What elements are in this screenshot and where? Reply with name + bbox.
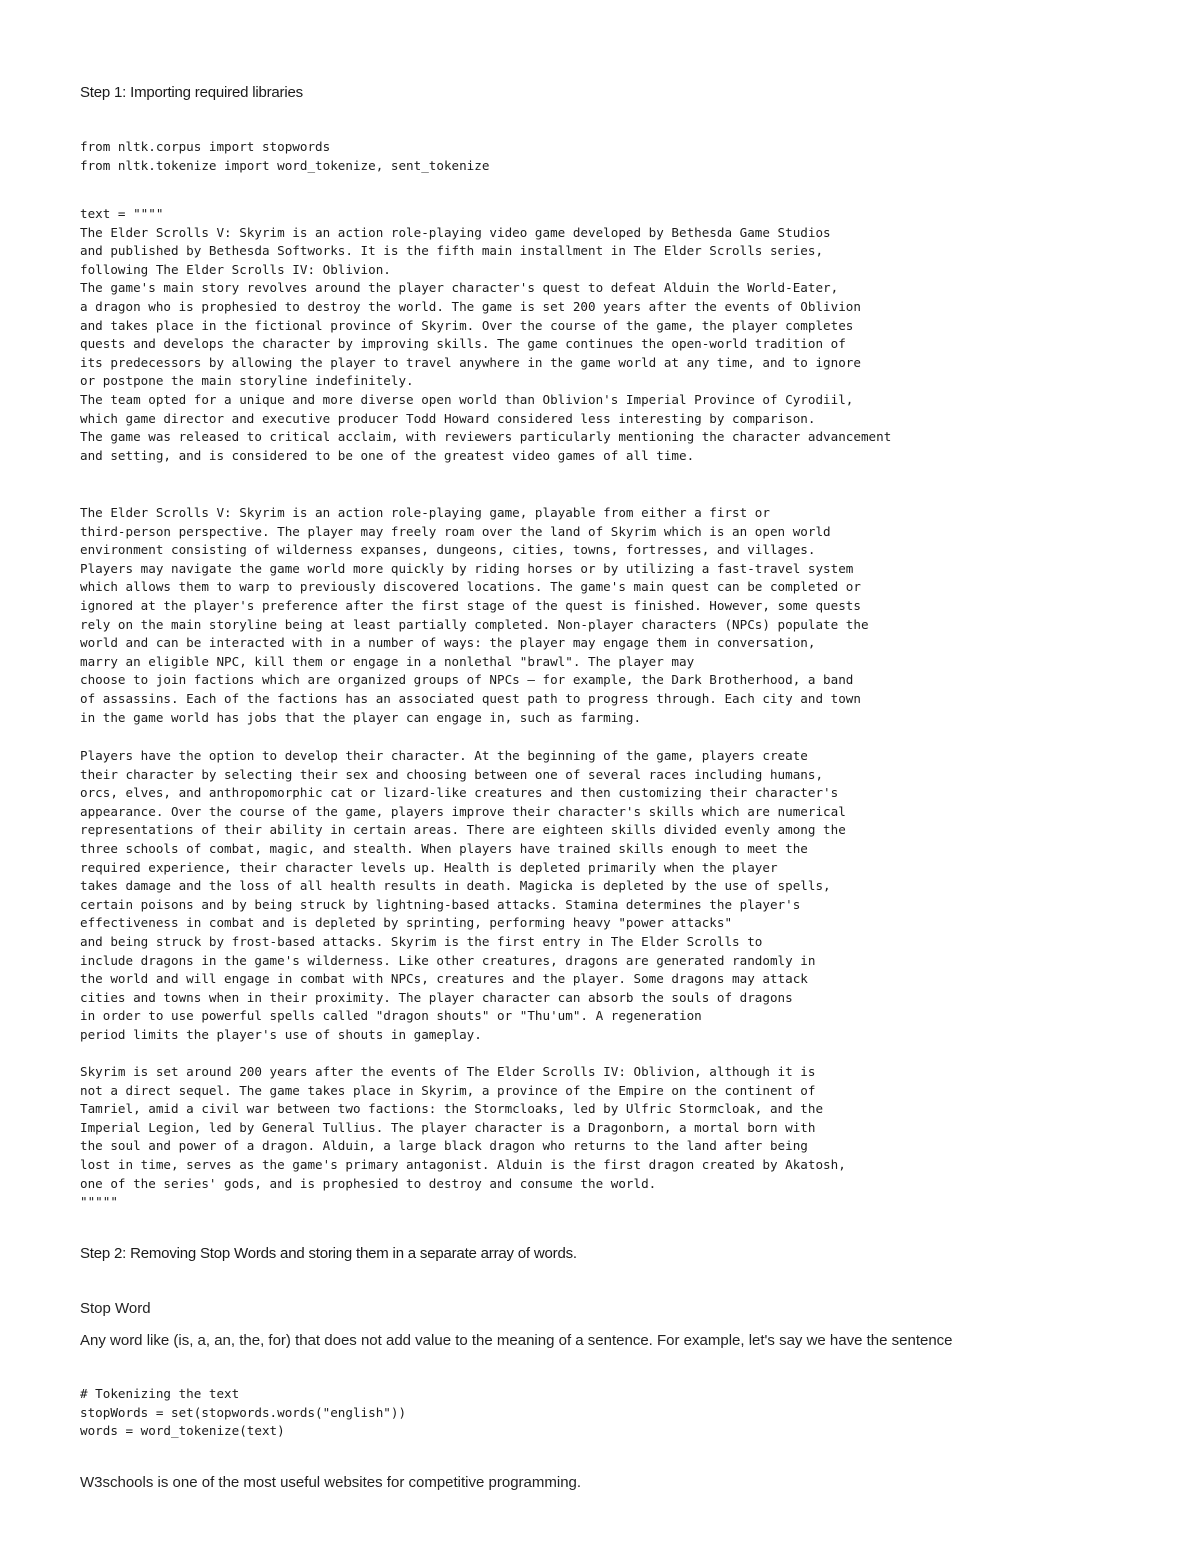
text-code-block-character: Players have the option to develop their character. At the beginning of the game, players create their character by selecting their sex and choosing between one of several races including humans, orcs, elves, and anthropomorphic cat or lizard-like creatures and then customizing their character's appearance. Over the course of the game, players improve their character's skills which are numerical representations of their ability in certain areas. There are eighteen skills divided evenly among the three schools of combat, magic, and stealth. When players have trained skills enough to meet the required experience, their character levels up. Health is depleted primarily when the player takes damage and the loss of all health results in death. Magicka is depleted by the use of spells, certain poisons and by being struck by lightning-based attacks. Stamina determines the player's effectiveness in combat and is depleted by sprinting, performing heavy "power attacks" and being struck by frost-based attacks. Skyrim is the first entry in The Elder Scrolls to include dragons in the game's wilderness. Like other creatures, dragons are generated randomly in the world and will engage in combat with NPCs, creatures and the player. Some dragons may attack cities and towns when in their proximity. The player character can absorb the souls of dragons in order to use powerful spells called "dragon shouts" or "Thu'um". A regeneration period limits the player's use of shouts in gameplay. (80, 748, 846, 1042)
step1-heading: Step 1: Importing required libraries (80, 84, 303, 101)
text-code-block-gameplay: The Elder Scrolls V: Skyrim is an action role-playing game, playable from either a first or third-person perspective. The player may freely roam over the land of Skyrim which is an open world environment consisting of wilderness expanses, dungeons, cities, towns, fortresses, and villages. Players may navigate the game world more quickly by riding horses or by utilizing a fast-travel system which allows them to warp to previously discovered locations. The game's main quest can be completed or ignored at the player's preference after the first stage of the quest is finished. However, some quests rely on the main storyline being at least partially completed. Non-player characters (NPCs) populate the world and can be interacted with in a number of ways: the player may engage them in conversation, marry an eligible NPC, kill them or engage in a nonlethal "brawl". The player may choose to join factions which are organized groups of NPCs — for example, the Dark Brotherhood, a band of assassins. Each of the factions has an associated quest path to progress through. Each city and town in the game world has jobs that the player can engage in, such as farming. (80, 505, 869, 725)
stop-word-subheading: Stop Word (80, 1300, 151, 1317)
text-code-block-setting: Skyrim is set around 200 years after the events of The Elder Scrolls IV: Oblivion, although it is not a direct sequel. The game takes place in Skyrim, a province of the Empire on the continent of Tamriel, amid a civil war between two factions: the Stormcloaks, led by Ulfric Stormcloak, and the Imperial Legion, led by General Tullius. The player character is a Dragonborn, a mortal born with the soul and power of a dragon. Alduin, a large black dragon who returns to the land after being lost in time, serves as the game's primary antagonist. Alduin is the first dragon created by Akatosh, one of the series' gods, and is prophesied to destroy and consume the world. """"" (80, 1064, 846, 1210)
closing-sentence: W3schools is one of the most useful websites for competitive programming. (80, 1474, 582, 1491)
stop-word-definition: Any word like (is, a, an, the, for) that does not add value to the meaning of a sentence. For example, let's say we have the sentence (80, 1332, 953, 1349)
import-code-block: from nltk.corpus import stopwords from nltk.tokenize import word_tokenize, sent_tokenize (80, 139, 490, 173)
text-code-block-intro: text = """" The Elder Scrolls V: Skyrim is an action role-playing video game developed by Bethesda Game Studios and published by Bethesda Softworks. It is the fifth main installment in The Elder Scrolls series, following The Elder Scrolls IV: Oblivion. The game's main story revolves around the player character's quest to defeat Alduin the World-Eater, a dragon who is prophesied to destroy the world. The game is set 200 years after the events of Oblivion and takes place in the fictional province of Skyrim. Over the course of the game, the player completes quests and develops the character by improving skills. The game continues the open-world tradition of its predecessors by allowing the player to travel anywhere in the game world at any time, and to ignore or postpone the main storyline indefinitely. The team opted for a unique and more diverse open world than Oblivion's Imperial Province of Cyrodiil, which game director and executive producer Todd Howard considered less interesting by comparison. The game was released to critical acclaim, with reviewers particularly mentioning the character advancement and setting, and is considered to be one of the greatest video games of all time. (80, 206, 892, 463)
tokenize-code-block: # Tokenizing the text stopWords = set(stopwords.words("english")) words = word_tokenize(text) (80, 1386, 407, 1439)
step2-heading: Step 2: Removing Stop Words and storing them in a separate array of words. (80, 1245, 577, 1262)
